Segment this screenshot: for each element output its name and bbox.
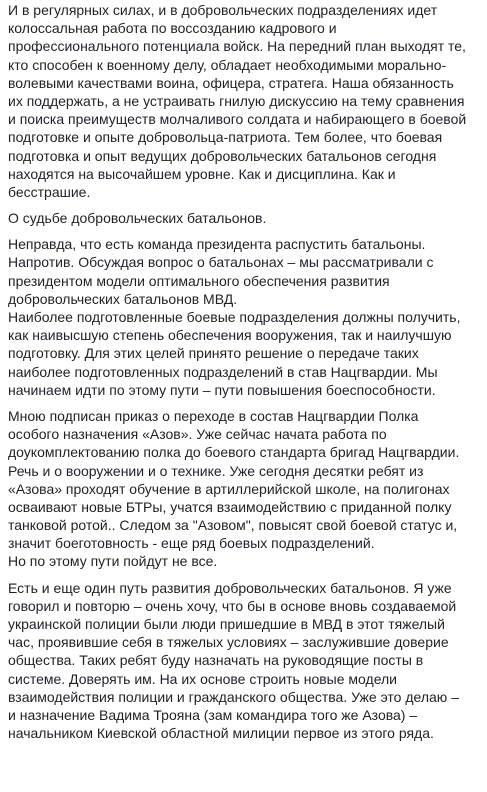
text-line: подготовка и опыт ведущих добровольческих батальонов сегодня — [8, 147, 437, 164]
paragraph-president-command — [8, 235, 487, 399]
text-line: доукомплектованию полка до боевого стандарта бригад Нацгвардии. — [8, 444, 460, 461]
text-line: осваивают новые БТРы, учатся взаимодействию с приданной полку — [8, 498, 452, 515]
text-line: кто способен к военному делу, обладает необходимыми морально- — [8, 56, 447, 73]
text-line: Напротив. Обсуждая вопрос о батальонах – мы рассматривали с — [8, 254, 434, 271]
text-line: особого назначения «Азов». Уже сейчас начата работа по — [8, 426, 387, 443]
paragraph-gap — [8, 227, 487, 235]
text-line: И в регулярных силах, и в добровольческих подразделениях идет — [8, 2, 438, 18]
text-line: начальником Киевской областной милиции первое из этого ряда. — [8, 725, 434, 742]
paragraph-battalions-heading — [8, 209, 487, 227]
text-line: находятся на высочайшем уровне. Как и дисциплина. Как и — [8, 165, 396, 182]
text-line: «Азова» проходят обучение в артиллерийской школе, на полигонах — [8, 480, 450, 497]
text-line: украинской полиции были люди пришедшие в МВД в этот тяжелый — [8, 616, 445, 632]
text-line: значит боеготовность - еще ряд боевых подразделений. — [8, 535, 375, 552]
text-line: танковой ротой.. Следом за "Азовом", повысят свой боевой статус и, — [8, 517, 458, 534]
text-line: их поддержать, а не устраивать гнилую дискуссию на тему сравнения — [8, 92, 465, 109]
text-line: добровольческих батальонов МВД. — [8, 290, 238, 307]
text-line: Мною подписан приказ о переходе в состав Нацгвардии Полка — [8, 407, 419, 424]
text-line: начинаем идти по этому пути – пути повышения боеспособности. — [8, 381, 436, 398]
text-line: профессионального потенциала войск. На передний план выходят те, — [8, 38, 466, 55]
text-line: подготовку. Для этих целей принято решение о передаче таких — [8, 345, 419, 362]
text-line: и поиска преимуществ молчаливого солдата и набирающего в боевой — [8, 111, 467, 128]
text-line: системе. Доверять им. На их основе строить новые модели — [8, 670, 398, 687]
text-line: Есть и еще один путь развития добровольческих батальонов. Я уже — [8, 579, 452, 596]
text-line: О судьбе добровольческих батальонов. — [8, 210, 267, 227]
paragraph-gap — [8, 201, 487, 209]
text-line: взаимодействия полиции и гражданского общества. Уже это делаю – — [8, 688, 459, 705]
paragraph-regular-forces — [8, 1, 487, 201]
text-line: Наиболее подготовленные боевые подразделения должны получить, — [8, 309, 461, 325]
text-line: общества. Таких ребят буду назначать на руководящие посты в — [8, 652, 424, 669]
text-line: волевыми качествами воина, офицера, стратега. Наша обязанность — [8, 74, 454, 91]
text-line: Но по этому пути пойдут не все. — [8, 553, 218, 570]
text-line: Неправда, что есть команда президента распустить батальоны. — [8, 236, 426, 253]
text-line: говорил и повторю – очень хочу, что бы в основе вновь создаваемой — [8, 597, 457, 614]
paragraph-police-path — [8, 579, 487, 743]
paragraph-azov-order — [8, 407, 487, 571]
text-line: наиболее подготовленных подразделений в став Нацгвардии. Мы — [8, 363, 438, 380]
text-line: президентом модели оптимального обеспечения развития — [8, 272, 390, 289]
text-line: Речь и о вооружении и о технике. Уже сегодня десятки ребят из — [8, 462, 424, 479]
text-line: как наивысшую степень обеспечения вооружения, так и наилучшую — [8, 327, 452, 344]
text-line: и назначение Вадима Трояна (зам командира того же Азова) – — [8, 706, 418, 723]
paragraph-gap — [8, 571, 487, 579]
text-line: бесстрашие. — [8, 183, 91, 200]
text-line: подготовке и опыте добровольца-патриота. Тем более, что боевая — [8, 129, 443, 146]
text-line: час, проявившие себя в тяжелых условиях – заслужившие доверие — [8, 634, 449, 651]
text-line: колоссальная работа по воссозданию кадрового и — [8, 20, 337, 37]
paragraph-gap — [8, 399, 487, 407]
